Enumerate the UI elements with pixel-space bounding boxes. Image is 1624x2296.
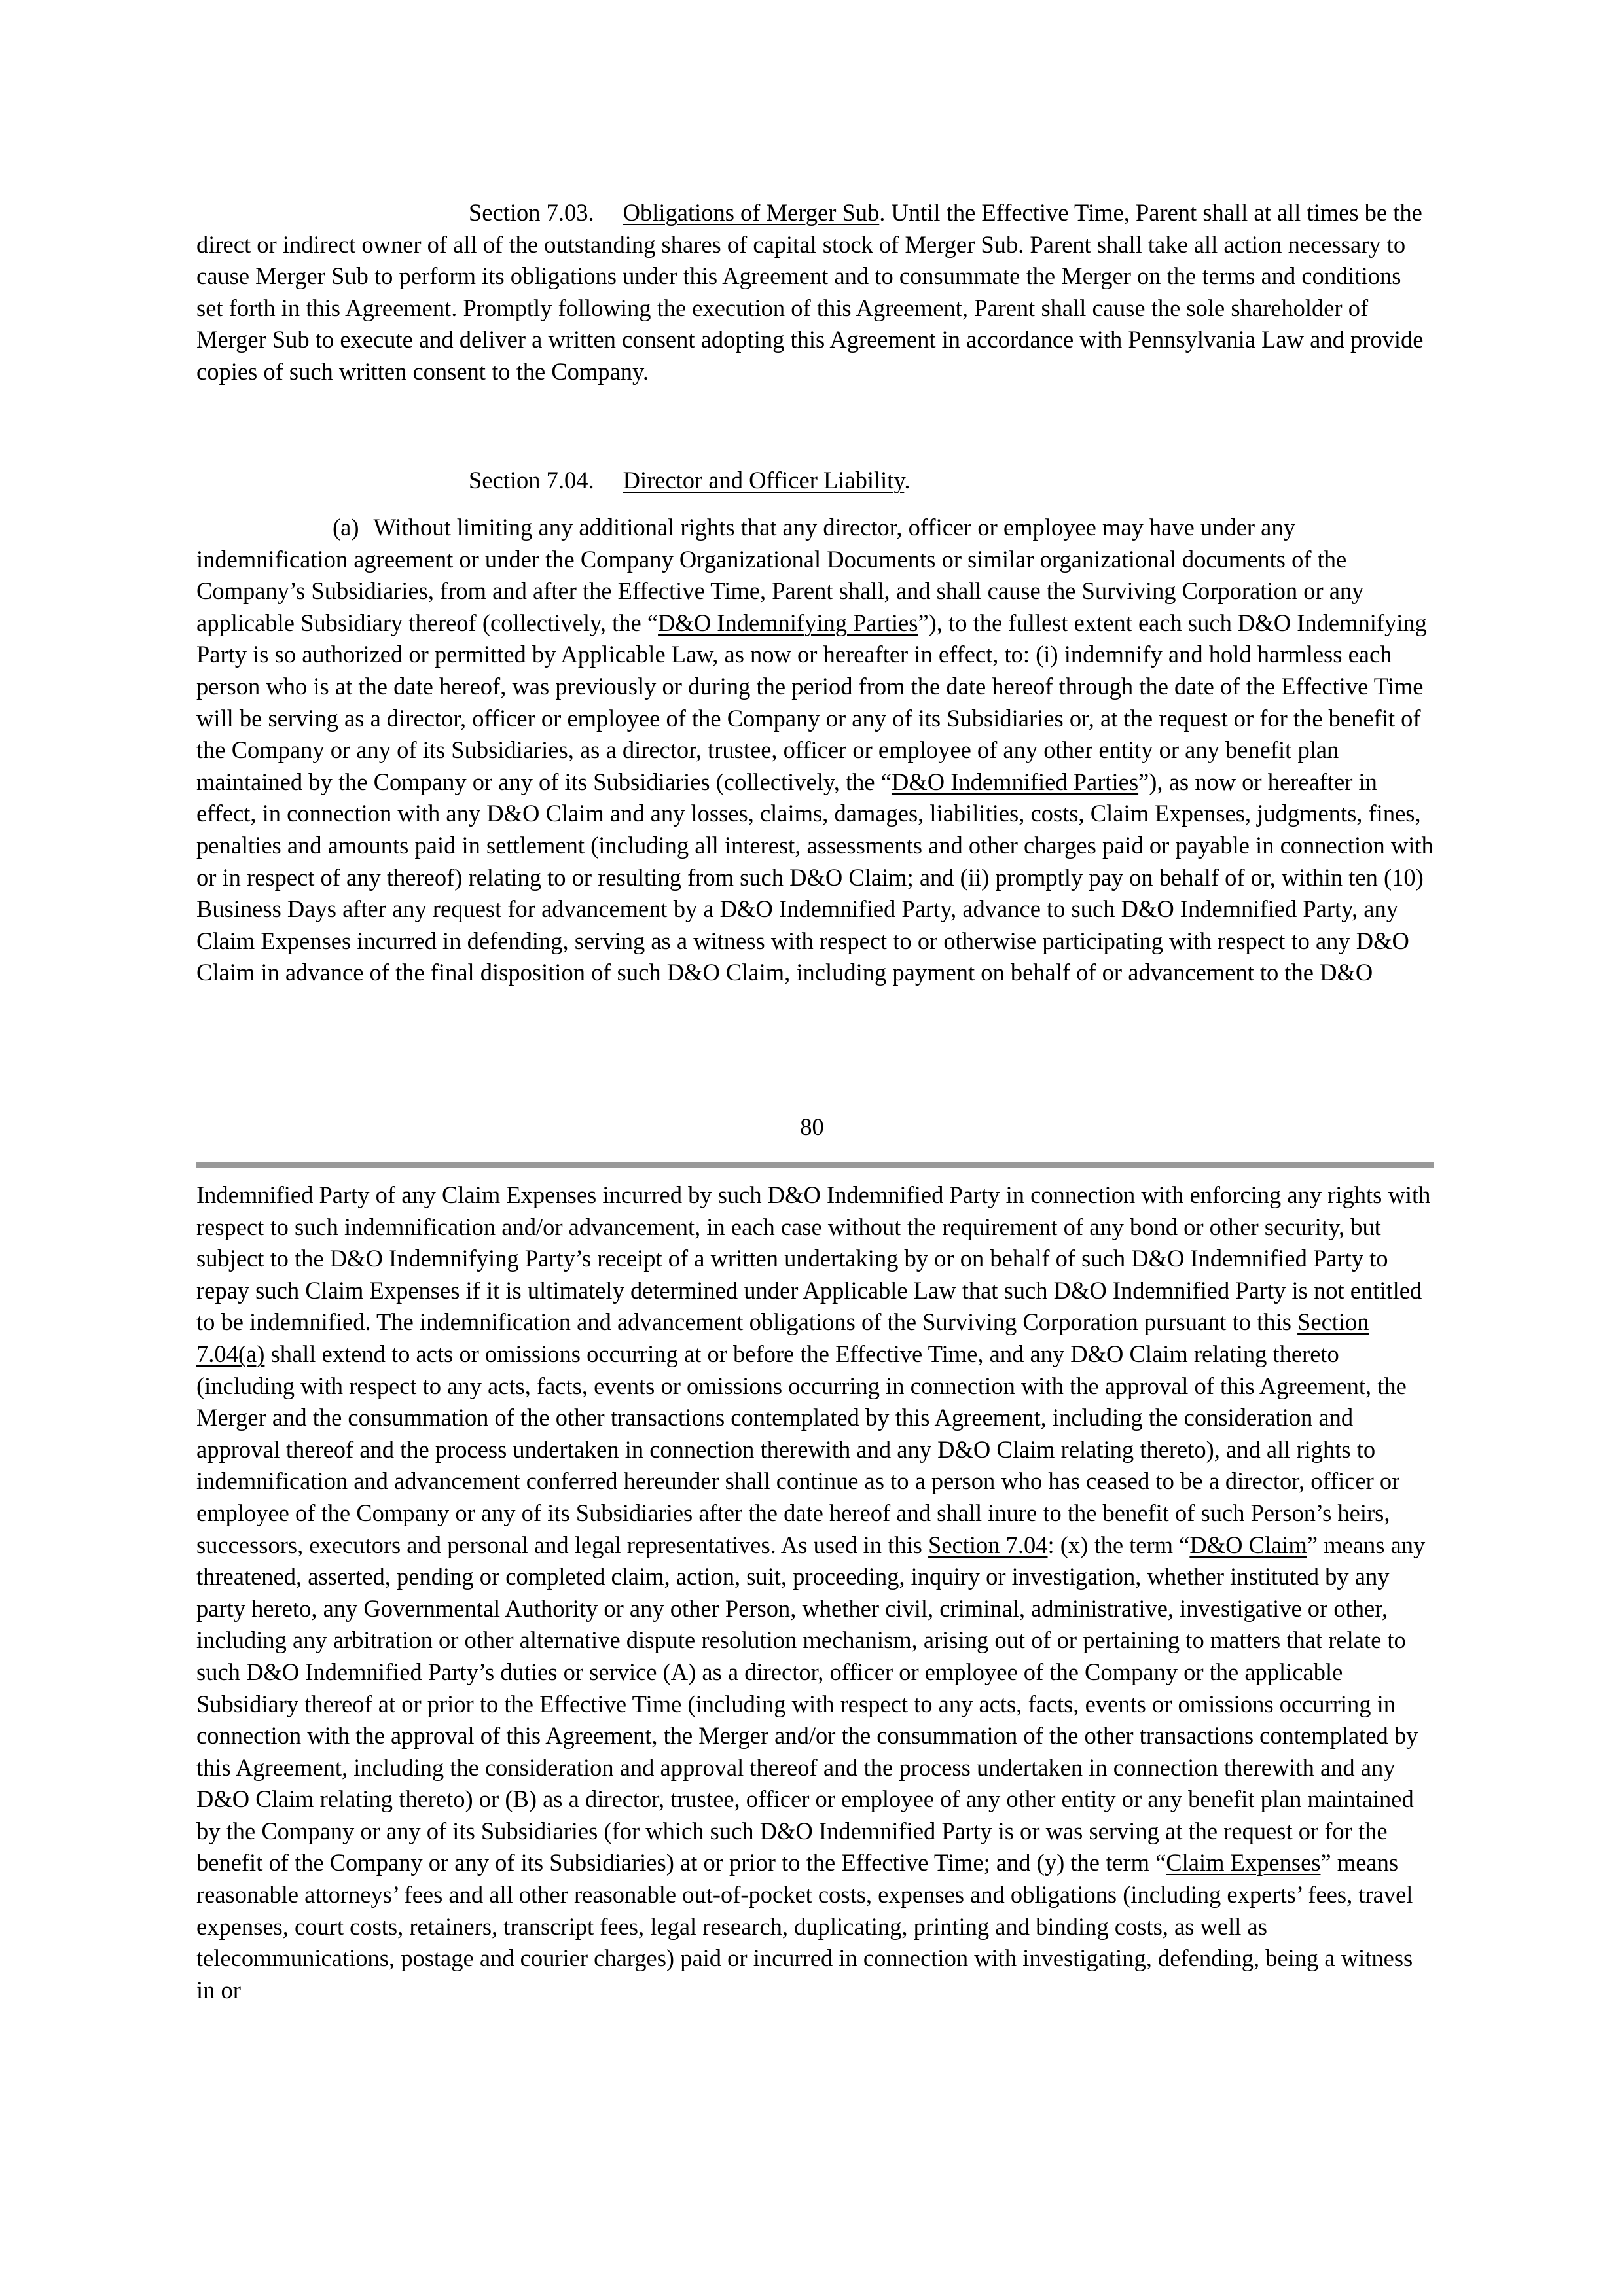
section-7-03-title: Obligations of Merger Sub — [623, 199, 880, 226]
page-number: 80 — [800, 1113, 824, 1140]
continuation-text-5: ” means reasonable attorneys’ fees and all other reasonable out-of-pocket costs, expenses and obligations (including experts’ fees, travel expenses, court costs, retainers, transcript fees, legal research, duplicating, printing and binding costs, as well as telecommunications, postage and courier charges) paid or incurred in connection with investigating, defending, being a witness in or — [196, 1849, 1413, 2003]
paragraph-a-text-3: ”), as now or hereafter in effect, in connection with any D&O Claim and any losses, claims, damages, liabilities, costs, Claim Expenses, judgments, fines, penalties and amounts paid in settlement (including all interest, assessments and other charges paid or payable in connection with or in respect of any thereof) relating to or resulting from such D&O Claim; and (ii) promptly pay on behalf of or, within ten (10) Business Days after any request for advancement by a D&O Indemnified Party, advance to such D&O Indemnified Party, any Claim Expenses incurred in defending, serving as a witness with respect to or otherwise participating with respect to any D&O Claim in advance of the final disposition of such D&O Claim, including payment on behalf of or advancement to the D&O — [196, 768, 1434, 986]
term-dno-indemnifying-parties: D&O Indemnifying Parties — [658, 609, 918, 636]
section-7-03-block — [196, 197, 1434, 388]
paragraph-a-label: (a) — [333, 514, 359, 541]
section-7-04-heading — [196, 465, 1434, 497]
section-7-04-heading-block — [196, 465, 1434, 497]
continuation-text-4: ” means any threatened, asserted, pending or completed claim, action, suit, proceeding, inquiry or investigation, whether instituted by any party hereto, any Governmental Authority or any other Person, whether civil, criminal, administrative, investigative or other, including any arbitration or other alternative dispute resolution mechanism, arising out of or pertaining to matters that relate to such D&O Indemnified Party’s duties or service (A) as a director, officer or employee of the Company or the applicable Subsidiary thereof at or prior to the Effective Time (including with respect to any acts, facts, events or omissions occurring in connection with the approval of this Agreement, the Merger and/or the consummation of the other transactions contemplated by this Agreement, including the consideration and approval thereof and the process undertaken in connection therewith and any D&O Claim relating thereto) or (B) as a director, trustee, officer or employee of any other entity or any benefit plan maintained by the Company or any of its Subsidiaries (for which such D&O Indemnified Party is or was serving at the request or for the benefit of the Company or any of its Subsidiaries) at or prior to the Effective Time; and (y) the term “ — [196, 1531, 1426, 1876]
term-dno-claim: D&O Claim — [1189, 1531, 1307, 1558]
section-7-03-body: . Until the Effective Time, Parent shall at all times be the direct or indirect owner of all of the outstanding shares of capital stock of Merger Sub. Parent shall take all action necessary to cause Merger Sub to perform its obligations under this Agreement and to consummate the Merger on the terms and conditions set forth in this Agreement. Promptly following the execution of this Agreement, Parent shall cause the sole shareholder of Merger Sub to execute and deliver a written consent adopting this Agreement in accordance with Pennsylvania Law and provide copies of such written consent to the Company. — [196, 199, 1424, 385]
paragraph-a — [196, 512, 1434, 989]
term-claim-expenses: Claim Expenses — [1166, 1849, 1321, 1876]
term-dno-indemnified-parties: D&O Indemnified Parties — [891, 768, 1139, 795]
section-7-04-number: Section 7.04. — [469, 467, 594, 493]
paragraph-a-text-2: ”), to the fullest extent each such D&O Indemnifying Party is so authorized or permitted by Applicable Law, as now or hereafter in effect, to: (i) indemnify and hold harmless each person who is at the date hereof, was previously or during the period from the date hereof through the date of the Effective Time will be serving as a director, officer or employee of the Company or any of its Subsidiaries or, at the request or for the benefit of the Company or any of its Subsidiaries, as a director, trustee, officer or employee of any other entity or any benefit plan maintained by the Company or any of its Subsidiaries (collectively, the “ — [196, 609, 1427, 795]
continuation-block — [196, 1179, 1434, 2006]
section-7-04-title-end: . — [904, 467, 911, 493]
ref-section-7-04-a: Section 7.04(a) — [196, 1308, 1369, 1367]
continuation-text-1: Indemnified Party of any Claim Expenses incurred by such D&O Indemnified Party in connection with enforcing any rights with respect to such indemnification and/or advancement, in each case without the requirement of any bond or other security, but subject to the D&O Indemnifying Party’s receipt of a written undertaking by or on behalf of such D&O Indemnified Party to repay such Claim Expenses if it is ultimately determined under Applicable Law that such D&O Indemnified Party is not entitled to be indemnified. The indemnification and advancement obligations of the Surviving Corporation pursuant to this — [196, 1181, 1431, 1336]
section-7-03-paragraph — [196, 197, 1434, 388]
section-7-03-number: Section 7.03. — [469, 199, 594, 226]
section-7-04-title: Director and Officer Liability — [623, 467, 905, 493]
continuation-paragraph — [196, 1179, 1434, 2006]
continuation-text-2: shall extend to acts or omissions occurring at or before the Effective Time, and any D&O Claim relating thereto (including with respect to any acts, facts, events or omissions occurring in connection with the approval of this Agreement, the Merger and the consummation of the other transactions contemplated by this Agreement, including the consideration and approval thereof and the process undertaken in connection therewith and any D&O Claim relating thereto), and all rights to indemnification and advancement conferred hereunder shall continue as to a person who has ceased to be a director, officer or employee of the Company or any of its Subsidiaries after the date hereof and shall inure to the benefit of such Person’s heirs, successors, executors and personal and legal representatives. As used in this — [196, 1340, 1407, 1558]
continuation-text-3: : (x) the term “ — [1047, 1531, 1190, 1558]
ref-section-7-04: Section 7.04 — [928, 1531, 1048, 1558]
paragraph-a-block — [196, 512, 1434, 989]
paragraph-a-text-1: Without limiting any additional rights that any director, officer or employee may have under any indemnification agreement or under the Company Organizational Documents or similar organizational documents of the Company’s Subsidiaries, from and after the Effective Time, Parent shall, and shall cause the Surviving Corporation or any applicable Subsidiary thereof (collectively, the “ — [196, 514, 1364, 636]
page-divider — [196, 1162, 1434, 1168]
